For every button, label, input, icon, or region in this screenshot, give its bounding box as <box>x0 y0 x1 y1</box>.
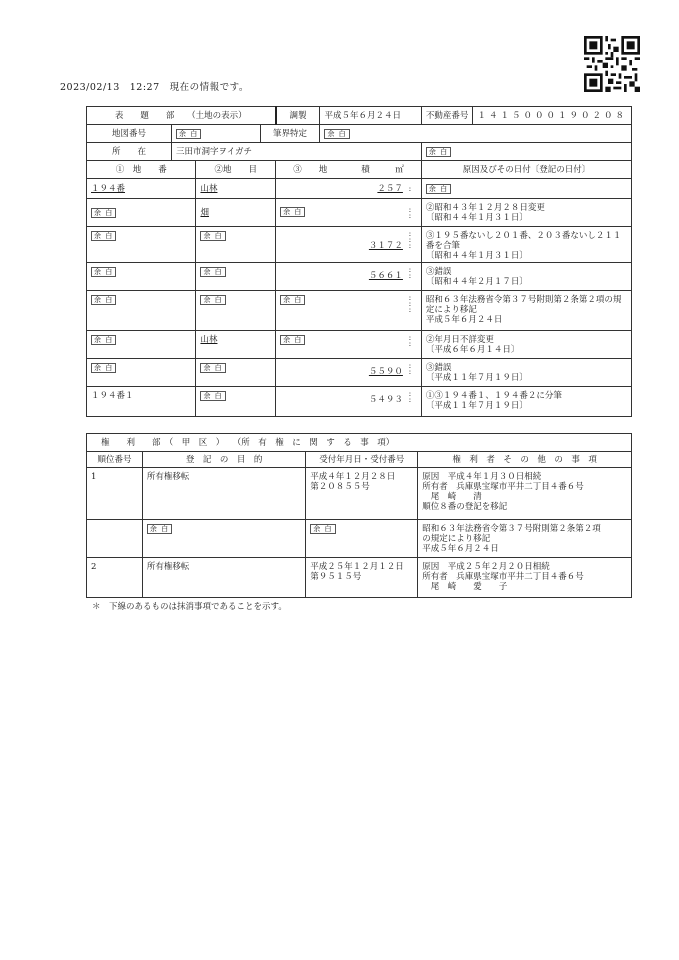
location-stamp: 余 白 <box>421 143 631 161</box>
table-row: 2 所有権移転 平成２５年１２月１２日 第９５１５号 原因 平成２５年２月２０日相続 所有者 兵庫県宝塚市平井二丁目４番６号 尾 崎 愛 子 <box>87 558 632 598</box>
table-row: 余 白 余 白 ５６６１: : ③錯誤 〔昭和４４年２月１７日〕 <box>87 263 632 291</box>
table-row: 余 白 余 白 余 白 : : : 昭和６３年法務省令第３７号附則第２条第２項の規定により移記 平成５年６月２４日 <box>87 291 632 331</box>
col-rank: 順位番号 <box>87 452 143 468</box>
rights-section-table <box>86 433 632 598</box>
boundary-value: 余 白 <box>320 125 632 143</box>
table-row: 余 白 余 白 ３１７２: : : ③１９５番ないし２０１番、２０３番ないし２１１番を合筆 〔昭和４４年１月３１日〕 <box>87 227 632 263</box>
footnote: ＊ 下線のあるものは抹消事項であることを示す。 <box>92 602 287 612</box>
table-row: １９４番 山林 ２５７ : 余 白 <box>87 179 632 199</box>
table-row: 余 白 畑 余 白 : : ②昭和４３年１２月２８日変更 〔昭和４４年１月３１日〕 <box>87 199 632 227</box>
col-chimoku: ②地 目 <box>196 161 276 179</box>
rights-section-heading: 権 利 部 （ 甲 区 ） （所 有 権 に 関 す る 事 項） <box>87 434 632 452</box>
title-section-heading: 表 題 部 （土地の表示） <box>87 107 276 125</box>
boundary-label: 筆界特定 <box>260 125 320 143</box>
chosei-value: 平成５年６月２４日 <box>320 107 421 125</box>
map-number-label: 地図番号 <box>87 125 172 143</box>
col-cause: 原因及びその日付〔登記の日付〕 <box>421 161 631 179</box>
col-chiseki: ③ 地 積 ㎡ <box>276 161 422 179</box>
col-rights-holder: 権 利 者 そ の 他 の 事 項 <box>418 452 632 468</box>
table-row: 余 白 余 白 昭和６３年法務省令第３７号附則第２条第２項 の規定により移記 平成５年６月２４日 <box>87 520 632 558</box>
table-row: 余 白 余 白 ５５９０: : ③錯誤 〔平成１１年７月１９日〕 <box>87 359 632 387</box>
col-reception: 受付年月日・受付番号 <box>306 452 418 468</box>
table-row: 余 白 山林 余 白 : : ②年月日不詳変更 〔平成６年６月１４日〕 <box>87 331 632 359</box>
real-estate-number: １４１５０００１９０２０８ <box>473 107 632 125</box>
table-row: 1 所有権移転 平成４年１２月２８日 第２０８５５号 原因 平成４年１月３０日相続 所有者 兵庫県宝塚市平井二丁目４番６号 尾 崎 清 順位８番の登記を移記 <box>87 468 632 520</box>
chosei-label: 調製 <box>276 107 320 125</box>
map-number-value: 余 白 <box>172 125 261 143</box>
timestamp: 2023/02/13 12:27 現在の情報です。 <box>60 82 249 93</box>
title-section-table <box>86 106 632 417</box>
qr-code-icon <box>584 36 640 92</box>
location-label: 所 在 <box>87 143 172 161</box>
real-estate-number-label: 不動産番号 <box>421 107 473 125</box>
col-chiban: ① 地 番 <box>87 161 196 179</box>
location-value: 三田市洞字ヲイガチ <box>172 143 422 161</box>
table-row: １９４番１ 余 白 ５４９３: : ①③１９４番１、１９４番２に分筆 〔平成１１年７月１９日〕 <box>87 387 632 417</box>
col-purpose: 登 記 の 目 的 <box>142 452 305 468</box>
